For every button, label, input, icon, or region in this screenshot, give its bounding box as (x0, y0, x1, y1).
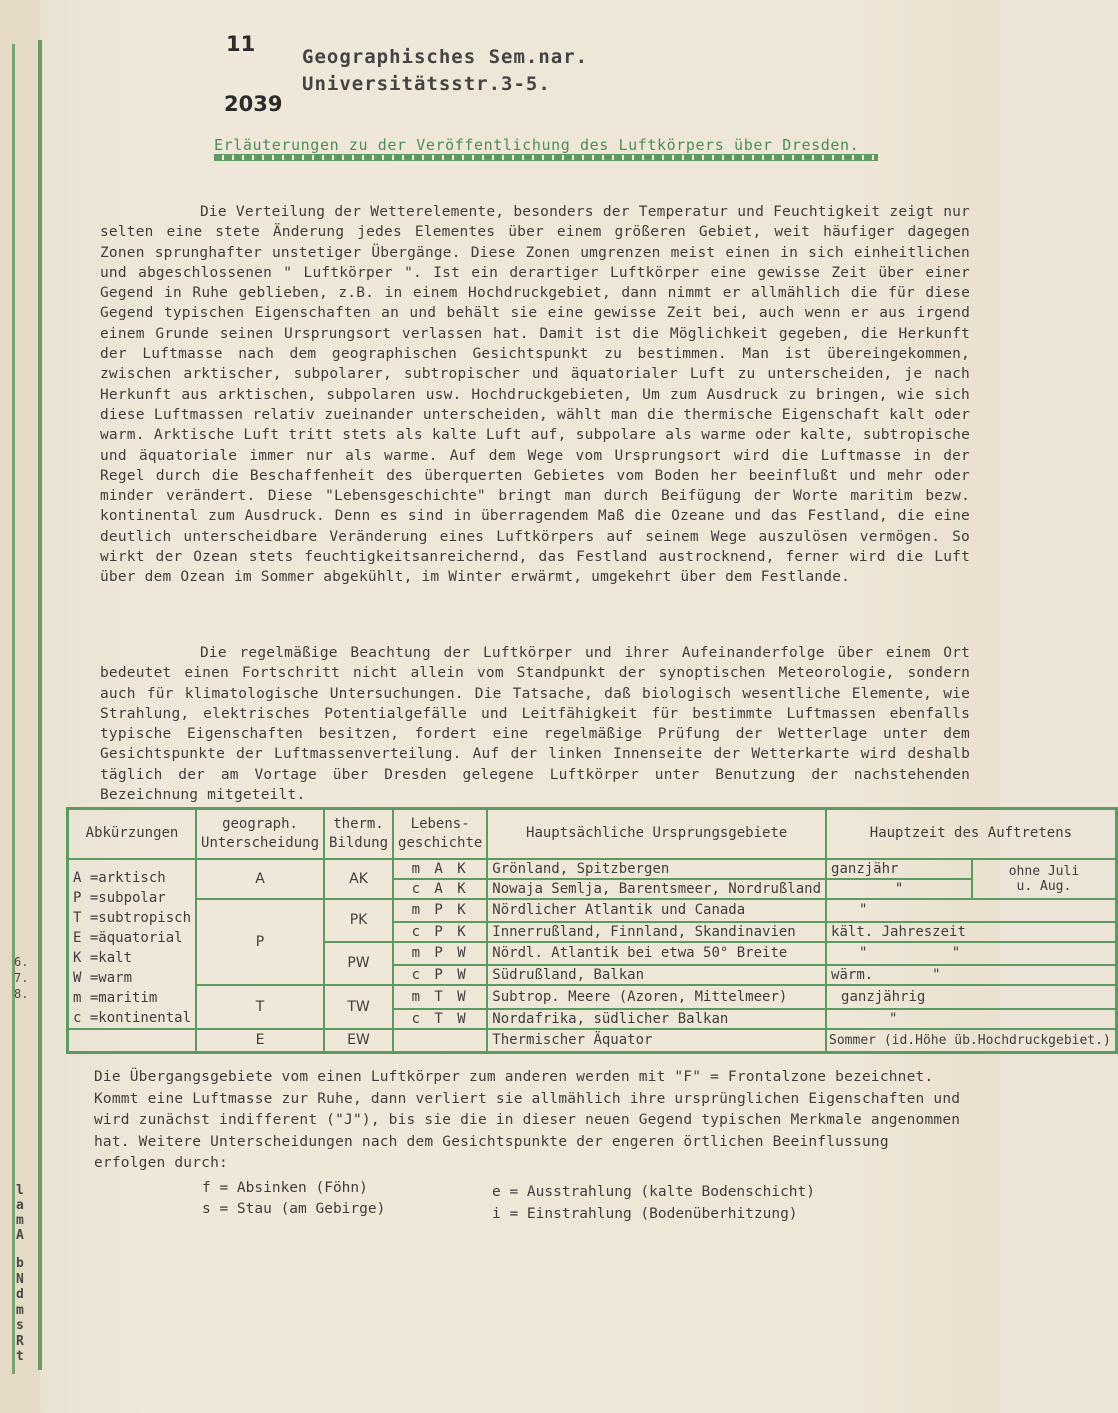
origin-cell: Grönland, Spitzbergen (487, 859, 826, 879)
therm-code-ak: AK (324, 859, 393, 899)
abbrev-item: T =subtropisch (73, 909, 192, 926)
season-note-line: ohne Juli (1008, 863, 1080, 879)
origin-cell: Nördlicher Atlantik und Canada (487, 899, 826, 922)
header-lebens: Lebens- geschichte (393, 809, 487, 859)
time-cell: " " (826, 942, 1116, 965)
handwritten-number-2: 2039 (224, 92, 283, 116)
abbrev-item: m =maritim (73, 989, 158, 1006)
time-cell: " (826, 899, 1116, 922)
abbrev-item: W =warm (73, 969, 133, 986)
side-number: 8. (14, 987, 29, 1001)
side-number: 7. (14, 971, 29, 985)
geo-letter-e: E (196, 1029, 324, 1053)
vertical-code-1: lamA (16, 1183, 24, 1243)
geo-letter-a: A (196, 859, 324, 899)
time-cell: ganzjähr (826, 859, 972, 879)
institute-line-1: Geographisches Sem.nar. (302, 46, 589, 68)
time-cell: kält. Jahreszeit (826, 922, 1116, 942)
therm-code-pw: PW (324, 942, 393, 985)
lebens-empty (393, 1029, 487, 1053)
abbrev-item: E =äquatorial (73, 929, 183, 946)
abbrev-item: K =kalt (73, 949, 133, 966)
origin-cell: Subtrop. Meere (Azoren, Mittelmeer) (487, 985, 826, 1008)
header-geograph: geograph. Unterscheidung (196, 809, 324, 859)
abbreviations-filler (68, 1029, 197, 1053)
margin-rule-inner (38, 40, 42, 1370)
origin-cell: Innerrußland, Finnland, Skandinavien (487, 922, 826, 942)
time-cell: ganzjährig (826, 985, 1116, 1008)
time-cell: " (826, 1009, 1116, 1029)
page-title: Erläuterungen zu der Veröffentlichung des Luftkörpers über Dresden. (214, 136, 860, 154)
body-paragraph-2: Die regelmäßige Beachtung der Luftkörper und ihrer Aufeinanderfolge über einem Ort bedeutet einen Fortschritt nicht allein vom Standpunkt der synoptischen Meteorologie, sondern auch für klimatologische Untersuchungen. Die Tatsache, daß biologisch wesentliche Elemente, wie Strahlung, elektrisches Potentialgefälle und Leitfähigkeit für bestimmte Luftmassen ebenfalls typische Eigenschaften besitzen, fordert eine regelmäßige Prüfung der Wetterlage unter dem Gesichtspunkte der Luftmassenverteilung. Auf der linken Innenseite der Wetterkarte wird deshalb täglich der am Vortage über Dresden gelegene Luftkörper unter Benutzung der nachstehenden Bezeichnung mitgeteilt. (100, 645, 970, 804)
title-underline-rule (214, 154, 878, 161)
abbreviations-cell (68, 859, 197, 1029)
institute-address (302, 44, 588, 98)
geo-letter-p: P (196, 899, 324, 986)
header-abbreviations: Abkürzungen (68, 809, 197, 859)
time-cell: wärm. " (826, 965, 1116, 985)
side-number: 6. (14, 955, 29, 969)
lebens-code: m P K (393, 899, 487, 922)
legend-item-s: s = Stau (am Gebirge) (202, 1201, 386, 1217)
therm-code-ew: EW (324, 1029, 393, 1053)
lebens-code: m A K (393, 859, 487, 879)
origin-cell: Nordafrika, südlicher Balkan (487, 1009, 826, 1029)
lebens-code: m T W (393, 985, 487, 1008)
lower-paragraph: Die Übergangsgebiete vom einen Luftkörper zum anderen werden mit "F" = Frontalzone bezeichnet. Kommt eine Luftmasse zur Ruhe, dann verliert sie allmählich ihre ursprünglichen Eigenschaften und wird zunächst indifferent ("J"), bis sie die in dieser neuen Gegend typischen Merkmale angenommen hat. Weitere Unterscheidungen nach dem Gesichtspunkte der engeren örtlichen Beeinflussung erfolgen durch: (94, 1069, 961, 1171)
abbrev-item: P =subpolar (73, 889, 166, 906)
side-numbers (14, 954, 28, 1002)
margin-rule-outer (12, 44, 15, 1374)
therm-code-pk: PK (324, 899, 393, 942)
origin-cell: Thermischer Äquator (487, 1029, 826, 1053)
time-cell: Sommer (id.Höhe üb.Hochdruckgebiet.) (826, 1029, 1116, 1053)
origin-cell: Nördl. Atlantik bei etwa 50° Breite (487, 942, 826, 965)
body-paragraph-1: Die Verteilung der Wetterelemente, besonders der Temperatur und Feuchtigkeit zeigt nur selten eine stete Änderung jedes Elementes über einem größeren Gebiet, weit häufiger dagegen Zonen sprunghafter unstetiger Übergänge. Diese Zonen umgrenzen meist einen in sich einheitlichen und abgeschlossenen " Luftkörper ". Ist ein derartiger Luftkörper eine gewisse Zeit über einer Gegend in Ruhe geblieben, z.B. in einem Hochdruckgebiet, dann nimmt er allmählich die für diese Gegend typischen Eigenschaften an und behält sie eine gewisse Zeit bei, auch wenn er aus irgend einem Grunde seinen Ursprungsort verlassen hat. Damit ist die Möglichkeit gegeben, die Herkunft der Luftmasse nach dem geographischen Gesichtspunkt zu bestimmen. Man ist übereingekommen, zwischen arktischer, subpolarer, subtropischer und äquatorialer Luft zu unterscheiden, je nach Herkunft aus arktischen, subpolaren usw. Hochdruckgebieten, Um zum Ausdruck zu bringen, wie sich diese Luftmassen relativ zueinander unterscheiden, wählt man die thermische Eigenschaft kalt oder warm. Arktische Luft tritt stets als kalte Luft auf, subpolare als warme oder kalte, subtropische und äquatoriale immer nur als warme. Auf dem Wege vom Ursprungsort wird die Luftmasse in der Regel durch die Beschaffenheit des überquerten Gebietes vom Boden her beeinflußt und mehr oder minder verändert. Diese "Lebensgeschichte" bringt man durch Beifügung der Worte maritim bezw. kontinental zum Ausdruck. Denn es sind in überragendem Maß die Ozeane und das Festland, die eine deutlich unterscheidbare Veränderung eines Luftkörpers auf seinem Wege auszulösen vermögen. So wirkt der Ozean stets feuchtigkeitsanreichernd, das Festland austrocknend, ferner wird die Luft über dem Ozean im Sommer abgekühlt, im Winter erwärmt, umgekehrt über dem Festlande. (100, 204, 970, 586)
season-note-line: u. Aug. (1016, 878, 1072, 894)
legend-item-i: i = Einstrahlung (Bodenüberhitzung) (492, 1206, 798, 1222)
lebens-code: c P W (393, 965, 487, 985)
lebens-code: c T W (393, 1009, 487, 1029)
time-cell: " (826, 879, 972, 899)
origin-cell: Nowaja Semlja, Barentsmeer, Nordrußland (487, 879, 826, 899)
header-origin: Hauptsächliche Ursprungsgebiete (487, 809, 826, 859)
season-note (972, 859, 1116, 899)
lebens-code: c P K (393, 922, 487, 942)
legend-item-e: e = Ausstrahlung (kalte Bodenschicht) (492, 1184, 816, 1200)
geo-letter-t: T (196, 985, 324, 1028)
handwritten-number-1: 11 (226, 32, 256, 56)
legend-item-f: f = Absinken (Föhn) (202, 1180, 368, 1196)
abbrev-item: c =kontinental (73, 1009, 192, 1026)
header-therm: therm. Bildung (324, 809, 393, 859)
institute-line-2: Universitätsstr.3-5. (302, 73, 551, 95)
air-mass-table (66, 807, 1118, 1054)
origin-cell: Südrußland, Balkan (487, 965, 826, 985)
vertical-code-2: bNdmsRt (16, 1256, 24, 1364)
therm-code-tw: TW (324, 985, 393, 1028)
header-time: Hauptzeit des Auftretens (826, 809, 1116, 859)
lebens-code: m P W (393, 942, 487, 965)
lebens-code: c A K (393, 879, 487, 899)
abbrev-item: A =arktisch (73, 869, 166, 886)
